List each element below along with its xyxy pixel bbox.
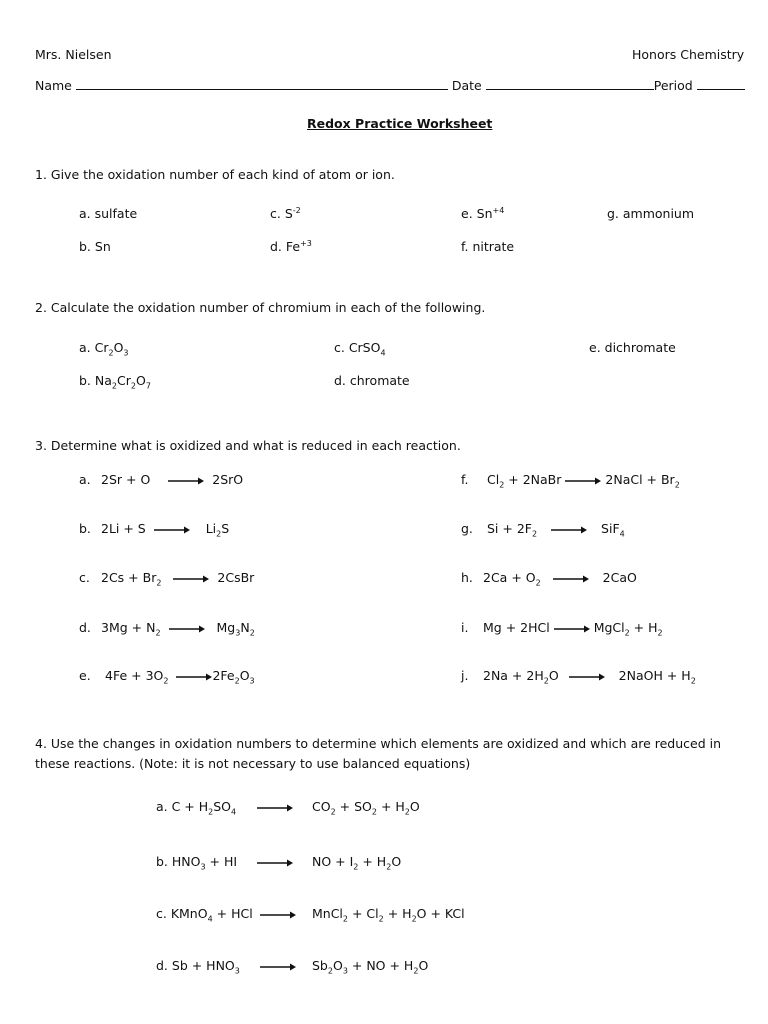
name-label: Name <box>35 78 72 93</box>
q3-reaction-j: j. $2Na + 2H_2O$ 2NaOH + $H_2$ <box>461 668 696 686</box>
q3-reaction-h: h. $2Ca + O_2$ 2CaO <box>461 570 637 588</box>
name-blank[interactable] <box>76 78 448 90</box>
name-line[interactable] <box>35 78 745 94</box>
q3-reaction-g: g. $Si + 2F_2$ SiF$_4$ <box>461 521 625 539</box>
arrow-icon <box>554 625 590 633</box>
q3-reaction-b: b. 2Li + S $Li_2S$ <box>79 521 230 539</box>
worksheet-title: Redox Practice Worksheet <box>307 116 493 131</box>
q3-prompt: 3. Determine what is oxidized and what is reduced in each reaction. <box>35 438 461 453</box>
q3-reaction-i: i. Mg + 2HCl MgCl$_2$ + $H_2$ <box>461 620 663 638</box>
q3-reaction-c: c. $2Cs + Br_2$ 2CsBr <box>79 570 255 588</box>
q4-reaction-b-products: NO + $I_2 + H_2O$ <box>312 854 402 872</box>
q3-reaction-d: d. $3Mg + N_2$ $Mg_3N_2$ <box>79 620 255 638</box>
arrow-icon <box>565 477 601 485</box>
arrow-icon <box>176 673 212 681</box>
q1-item-c: c. $S^{-2}$ <box>270 205 301 221</box>
q1-item-b: b. Sn <box>79 239 111 254</box>
q1-item-e: e. $Sn^{+4}$ <box>461 205 505 221</box>
period-blank[interactable] <box>697 78 745 90</box>
date-label: Date <box>451 78 482 93</box>
q2-item-b: b. $Na_2Cr_2O_7$ <box>79 373 151 391</box>
q4-reaction-d-products: $Sb_2O_3$ + NO + $H_2O$ <box>312 958 429 976</box>
teacher-name: Mrs. Nielsen <box>35 47 112 62</box>
q2-item-e: e. dichromate <box>589 340 676 355</box>
arrow-icon <box>553 575 589 583</box>
arrow-icon <box>257 799 293 815</box>
q4-prompt-line1: 4. Use the changes in oxidation numbers to determine which elements are oxidized and which are reduced in <box>35 736 722 751</box>
q3-reaction-f: f. $Cl_2$ + 2NaBr 2NaCl + $Br_2$ <box>461 472 680 490</box>
q1-item-f: f. nitrate <box>461 239 515 254</box>
arrow-icon <box>260 958 296 974</box>
arrow-icon <box>169 625 205 633</box>
q4-reaction-d-reactants: d. $Sb + HNO_3$ <box>156 958 240 976</box>
arrow-icon <box>257 854 293 870</box>
q2-item-a: a. $Cr_2O_3$ <box>79 340 129 358</box>
course-name: Honors Chemistry <box>632 47 745 62</box>
date-blank[interactable] <box>486 78 654 90</box>
q2-item-d: d. chromate <box>334 373 410 388</box>
q3-reaction-e: e. $4Fe + 3O_2$ $2Fe_2O_3$ <box>79 668 255 686</box>
q4-reaction-a-reactants: a. $C + H_2SO_4$ <box>156 799 237 817</box>
q2-prompt: 2. Calculate the oxidation number of chromium in each of the following. <box>35 300 486 315</box>
arrow-icon <box>168 477 204 485</box>
q1-item-d: d. $Fe^{+3}$ <box>270 238 312 254</box>
arrow-icon <box>154 526 190 534</box>
q4-reaction-b-reactants: b. $HNO_3$ + HI <box>156 854 238 872</box>
q1-item-g: g. ammonium <box>607 206 695 221</box>
period-label: Period <box>653 78 693 93</box>
q2-item-c: c. CrSO$_4$ <box>334 340 386 358</box>
arrow-icon <box>173 575 209 583</box>
q1-prompt: 1. Give the oxidation number of each kind of atom or ion. <box>35 167 395 182</box>
q4-reaction-a-products: $CO_2 + SO_2 + H_2O$ <box>312 799 420 817</box>
q4-reaction-c-products: MnCl$_2$ + $Cl_2 + H_2O$ + KCl <box>312 906 465 924</box>
q4-prompt-line2: these reactions. (Note: it is not necessary to use balanced equations) <box>35 756 471 771</box>
q3-reaction-a: a. 2Sr + O 2SrO <box>79 472 244 487</box>
q1-item-a: a. sulfate <box>79 206 138 221</box>
q4-reaction-c-reactants: c. KMnO$_4$ + HCl <box>156 906 253 924</box>
arrow-icon <box>569 673 605 681</box>
arrow-icon <box>551 526 587 534</box>
arrow-icon <box>260 906 296 922</box>
